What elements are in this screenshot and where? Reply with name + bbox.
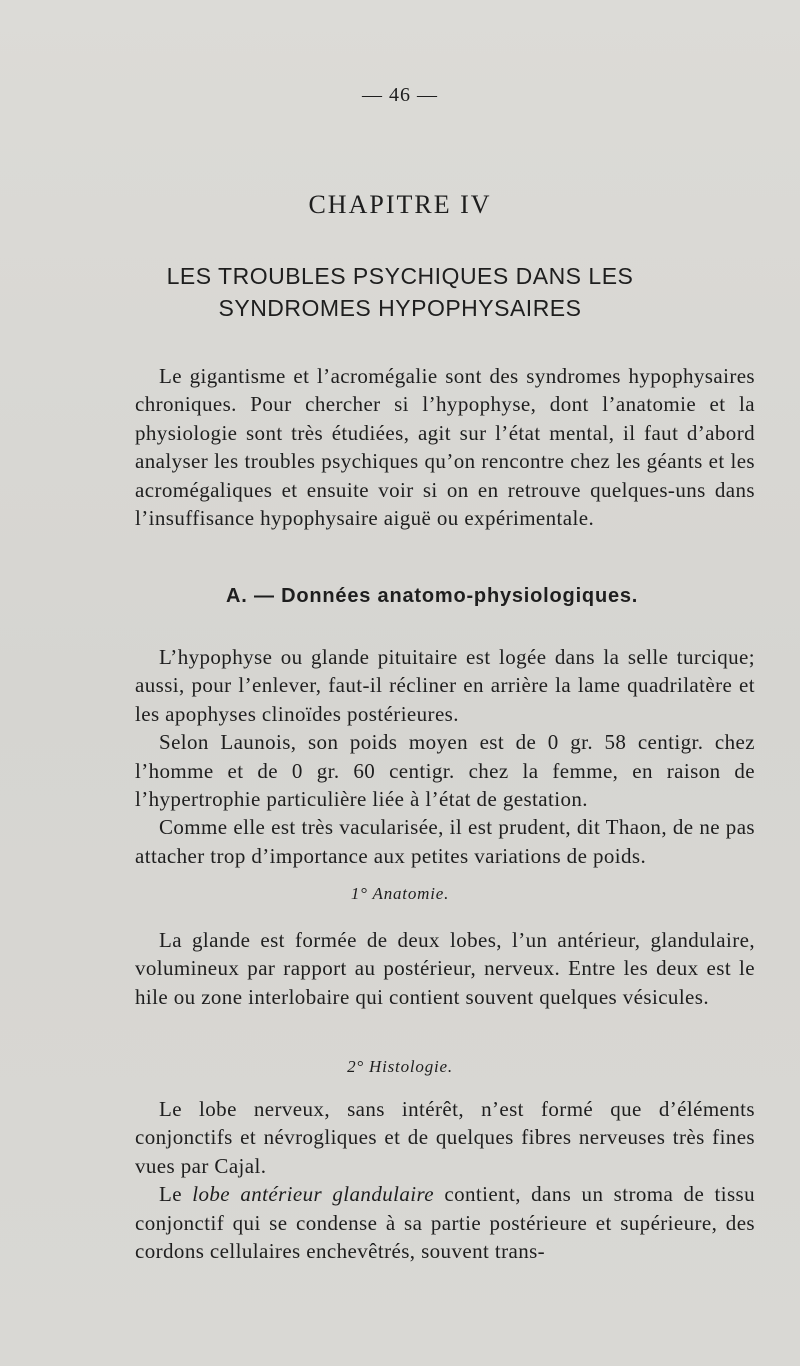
histology-paragraph-1: Le lobe nerveux, sans intérêt, n’est formé que d’éléments conjonctifs et névrogliques et de quelques fibres nerveuses très fines vues par Cajal.: [135, 1097, 755, 1178]
histology-paragraph-2: [135, 1180, 755, 1265]
histology-paragraph-2-start: Le: [159, 1182, 193, 1207]
chapter-heading-line-1: LES TROUBLES PSYCHIQUES DANS LES: [166, 263, 634, 289]
anatomy-paragraph: La glande est formée de deux lobes, l’un antérieur, glandulaire, volumineux par rapport au postérieur, nerveux. Entre les deux est le hile ou zone interlobaire qui contient souvent quelques vésicules.: [135, 928, 755, 1009]
histology-paragraph-2-end: contient, dans un stroma de tissu conjonctif qui se condense à sa partie postérieure et supérieure, des cordons cellulaires enchevêtrés, souvent trans-: [135, 1182, 755, 1264]
chapter-title: CHAPITRE IV: [308, 190, 492, 219]
section-a-paragraph-1: L’hypophyse ou glande pituitaire est logée dans la selle turcique; aussi, pour l’enlever, faut-il récliner en arrière la lame quadrilatère et les apophyses clinoïdes postérieures.: [135, 645, 755, 726]
page-number: — 46 —: [362, 84, 438, 106]
section-a-paragraph-2: Selon Launois, son poids moyen est de 0 gr. 58 centigr. chez l’homme et de 0 gr. 60 centigr. chez la femme, en raison de l’hypertrophie particulière liée à l’état de gestation.: [135, 730, 755, 812]
anatomy-body: [135, 926, 755, 1011]
section-a-title: A. — Données anatomo-physiologiques.: [226, 585, 639, 607]
section-a-body: [135, 643, 755, 870]
chapter-heading-line-2: SYNDROMES HYPOPHYSAIRES: [218, 295, 582, 321]
intro-paragraph: Le gigantisme et l’acromégalie sont des syndromes hypophysaires chroniques. Pour chercher si l’hypophyse, dont l’anatomie et la physiologie sont très étudiées, agit sur l’état mental, il faut d’abord analyser les troubles psychiques qu’on rencontre chez les géants et les acromégaliques et ensuite voir si on en retrouve quelques-uns dans l’insuffisance hypophysaire aiguë ou expérimentale.: [135, 364, 755, 531]
histology-subtitle: 2° Histologie.: [347, 1057, 453, 1076]
section-a-paragraph-3: Comme elle est très vacularisée, il est prudent, dit Thaon, de ne pas attacher trop d’importance aux petites variations de poids.: [135, 815, 755, 868]
histology-body: [135, 1095, 755, 1265]
anatomy-subtitle: 1° Anatomie.: [350, 884, 450, 903]
intro-paragraph-block: [135, 362, 755, 532]
histology-paragraph-2-italic: lobe antérieur glandulaire: [192, 1182, 435, 1207]
chapter-heading: [0, 260, 800, 324]
